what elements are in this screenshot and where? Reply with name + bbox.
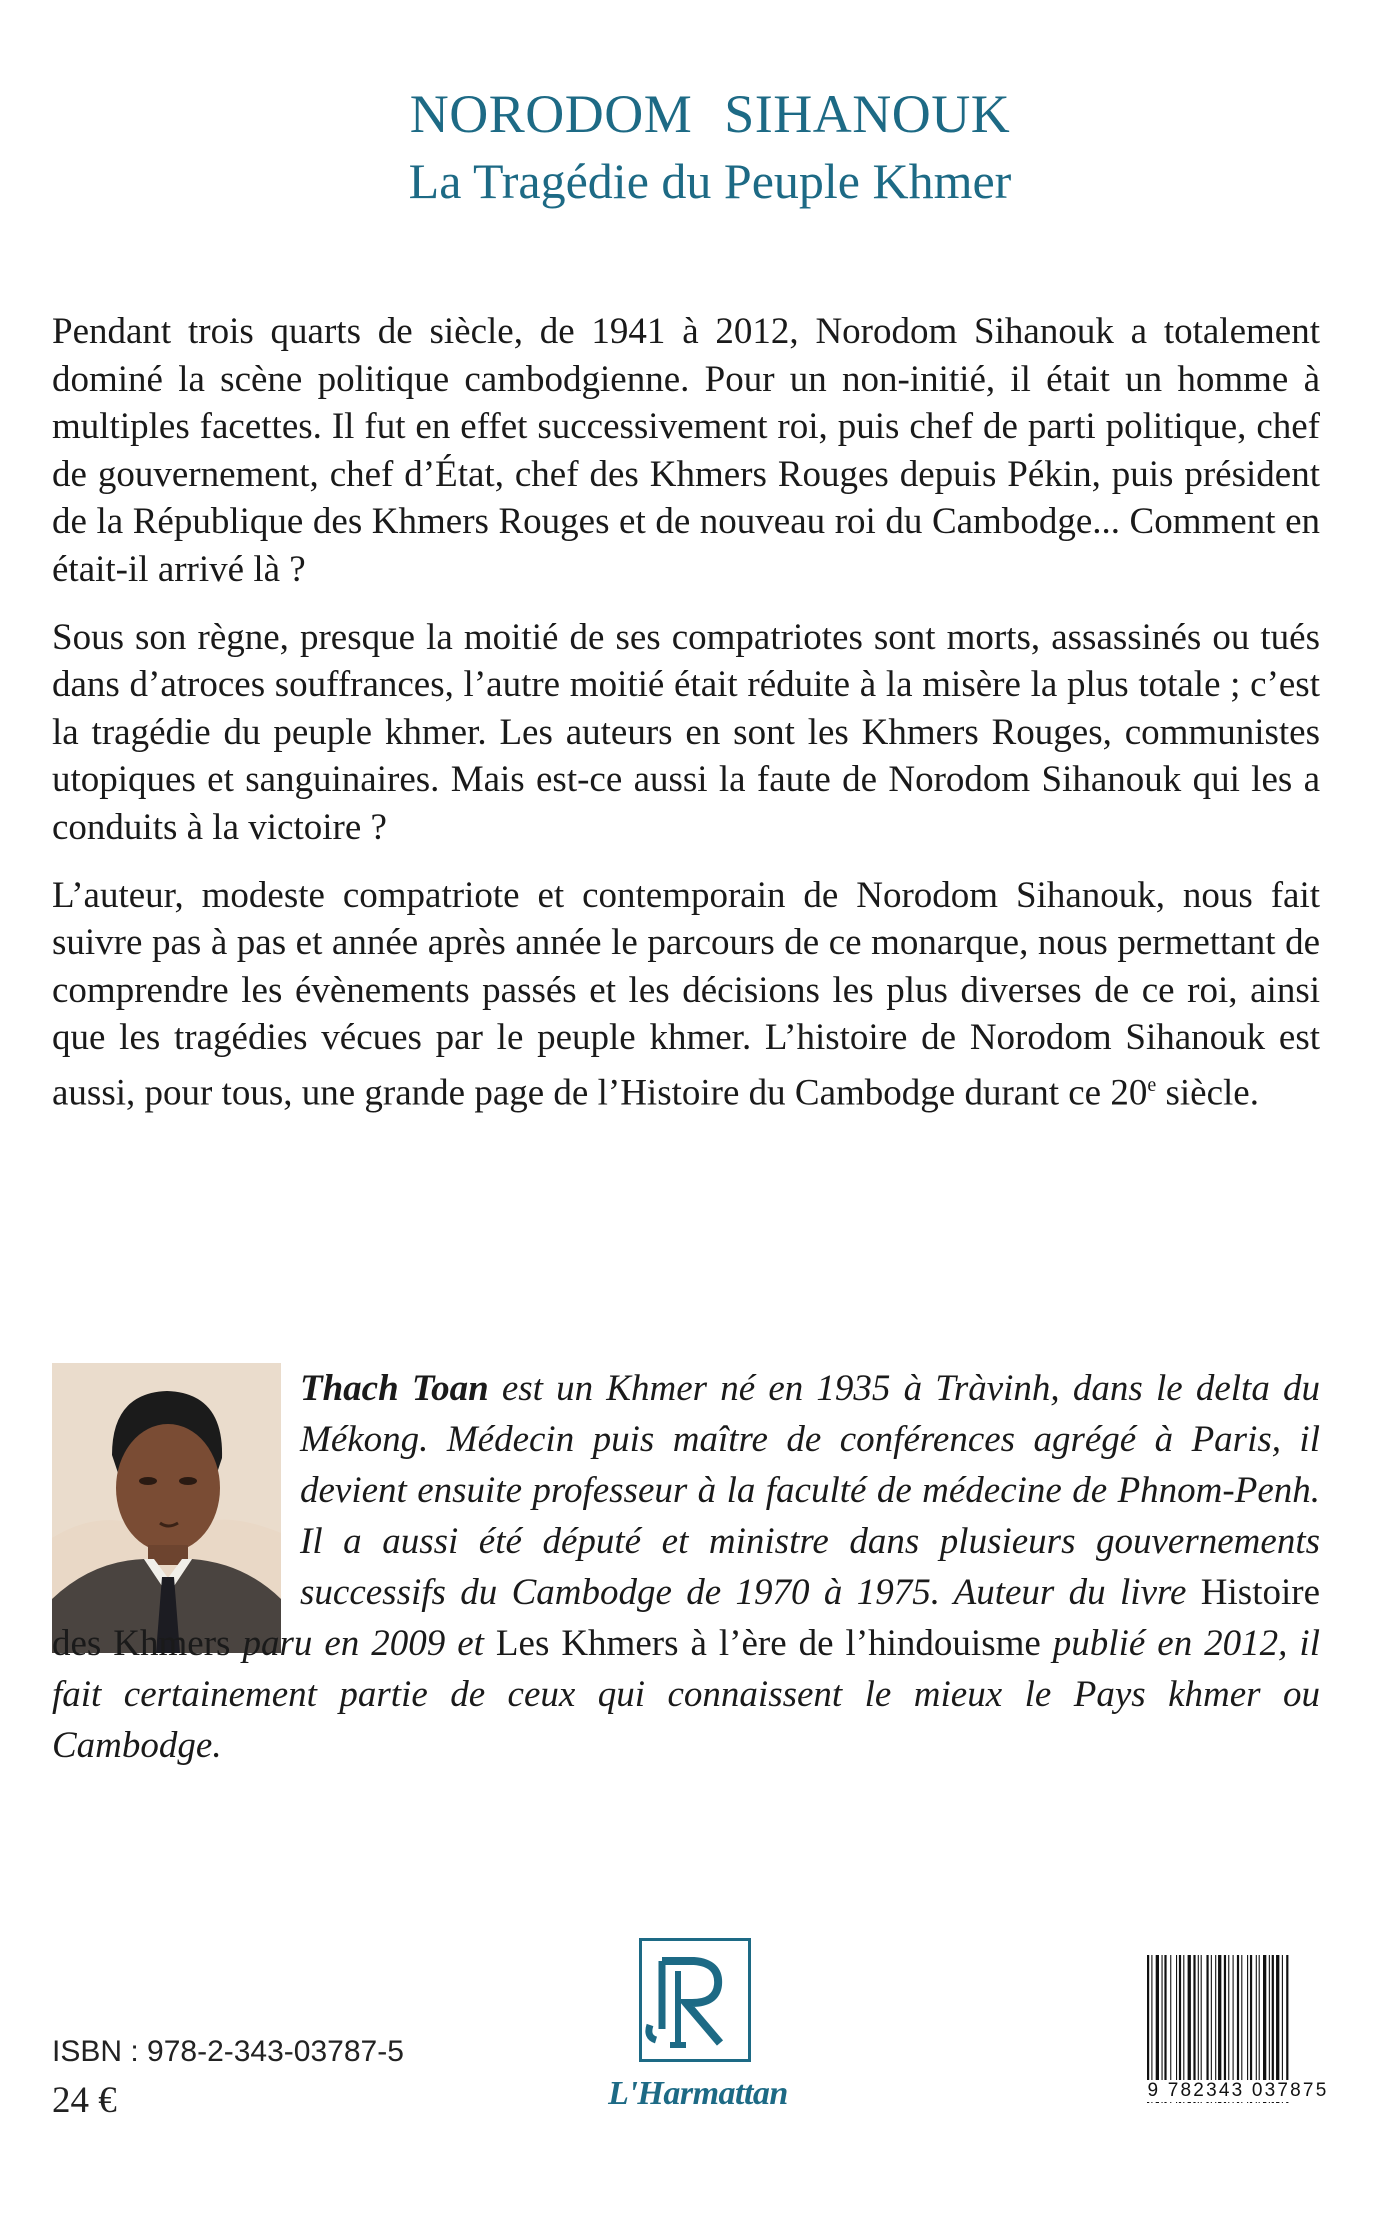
publisher-logo <box>639 1938 751 2062</box>
bio-part-1: est un Khmer né en 1935 à Tràvinh, dans le delta du Mékong. Médecin puis maître de conférences agrégé à Paris, il devient ensuite professeur à la faculté de médecine de Phnom-Penh. Il a aussi été député et ministre dans plusieurs gouvernements successifs du Cambodge de 1970 à 1975. Auteur du livre <box>300 1368 1320 1613</box>
paragraph-3-text: L’auteur, modeste compatriote et contemporain de Norodom Sihanouk, nous fait suivre pas à pas et année après année le parcours de ce monarque, nous permettant de comprendre les évènements passés et les décisions les plus diverses de ce roi, ainsi que les tragédies vécues par le peuple khmer. L’histoire de Norodom Sihanouk est aussi, pour tous, une grande page de l’Histoire du Cambodge durant ce 20 <box>52 874 1320 1114</box>
book-subtitle: La Tragédie du Peuple Khmer <box>408 153 1012 209</box>
author-bio <box>52 1363 1320 1771</box>
paragraph-2: Sous son règne, presque la moitié de ses compatriotes sont morts, assassinés ou tués dans d’atroces souffrances, l’autre moitié était réduite à la misère la plus totale ; c’est la tragédie du peuple khmer. Les auteurs en sont les Khmers Rouges, communistes utopiques et sanguinaires. Mais est-ce aussi la faute de Norodom Sihanouk qui les a conduits à la victoire ? <box>52 616 1320 848</box>
paragraph-3 <box>52 872 1320 1117</box>
publisher-name: L'Harmattan <box>608 2075 788 2112</box>
paragraph-1: Pendant trois quarts de siècle, de 1941 à 2012, Norodom Sihanouk a totalement dominé la scène politique cambodgienne. Pour un non-initié, il était un homme à multiples facettes. Il fut en effet successivement roi, puis chef de parti politique, chef de gouvernement, chef d’État, chef des Khmers Rouges depuis Pékin, puis président de la République des Khmers Rouges et de nouveau roi du Cambodge... Comment en était-il arrivé là ? <box>52 311 1320 590</box>
author-name: Thach Toan <box>300 1368 489 1409</box>
back-cover-text <box>52 308 1320 1137</box>
bio-part-2: paru en 2009 et <box>230 1623 496 1664</box>
book-title: NORODOM SIHANOUK <box>409 84 1011 144</box>
book-title-2: Les Khmers à l’ère de l’hindouisme <box>495 1623 1041 1664</box>
barcode-number: 9 782343 037875 <box>1143 2080 1333 2102</box>
book-title-1: Histoire des Khmers <box>52 1572 1320 1664</box>
paragraph-3-end: siècle. <box>1156 1072 1259 1114</box>
price: 24 € <box>52 2080 117 2121</box>
superscript-e: e <box>1147 1073 1157 1096</box>
harmattan-logo-icon <box>642 1941 748 2059</box>
bio-part-3: publié en 2012, il fait certainement partie de ceux qui connaissent le mieux le Pays khmer ou Cambodge. <box>52 1623 1320 1766</box>
title-block <box>0 80 1400 214</box>
isbn: ISBN : 978-2-343-03787-5 <box>52 2035 404 2068</box>
